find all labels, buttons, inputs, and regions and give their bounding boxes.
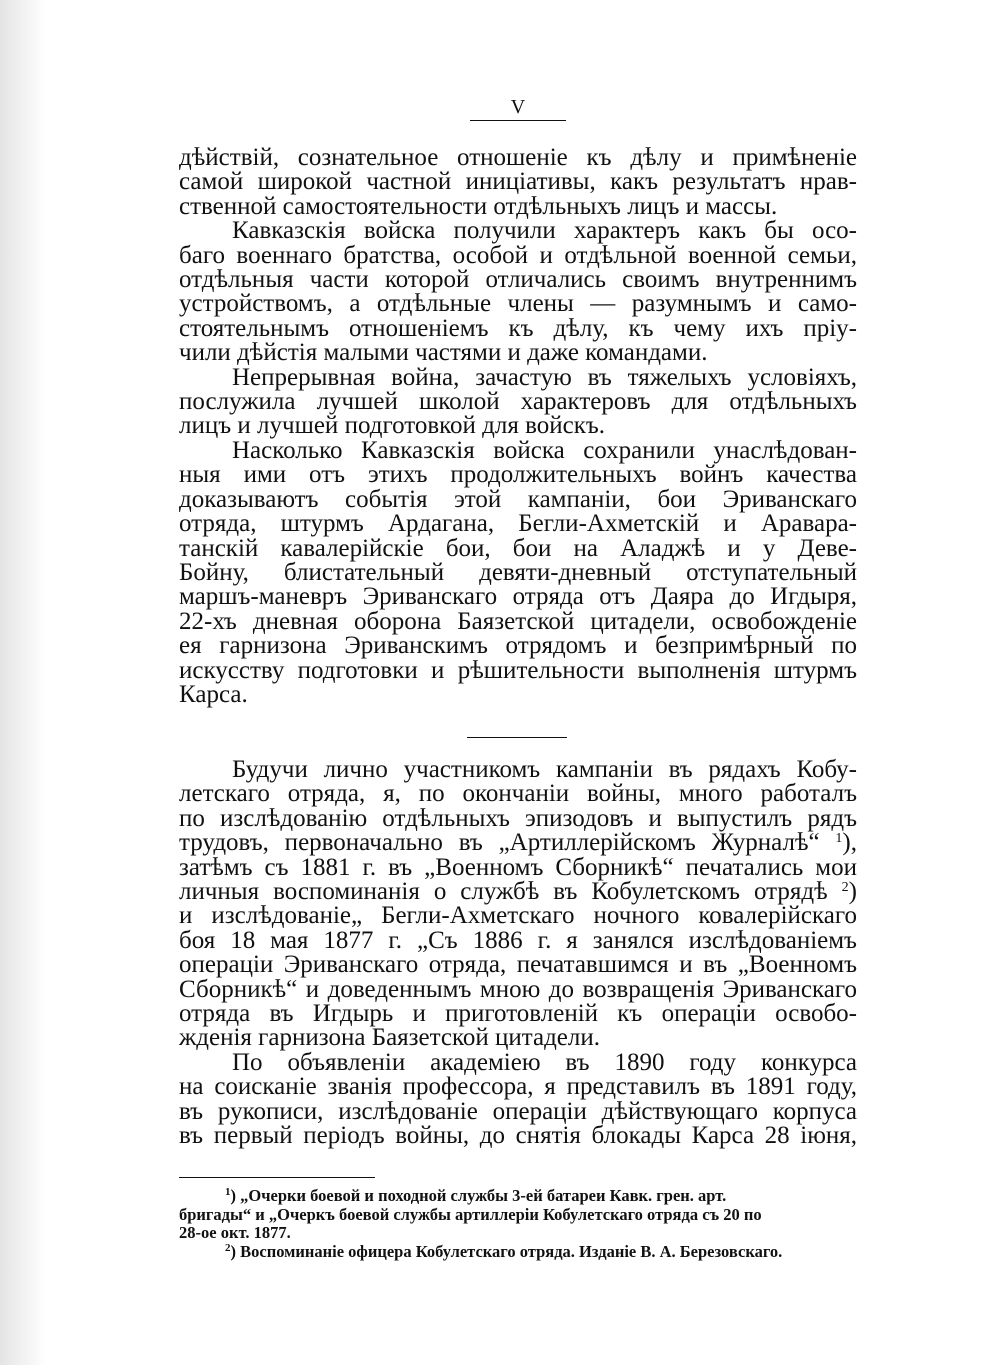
text-line: Непрерывная война, зачастую въ тяжелыхъ условіяхъ, — [232, 363, 857, 391]
text-line: доказываютъ событія этой кампаніи, бои Эриванскаго — [179, 485, 857, 513]
footnote-marker-2: 2 — [225, 1241, 231, 1254]
text-line: затѣмъ съ 1881 г. въ „Военномъ Сборникѣ“ печатались мои — [179, 853, 857, 881]
page-header — [470, 95, 566, 121]
paragraph-1 — [179, 146, 857, 219]
text-line: Карса. — [179, 680, 248, 708]
footnote-2-text: ) Воспоминаніе офицера Кобулетскаго отряда. Изданіе В. А. Березовскаго. — [230, 1241, 783, 1261]
main-text-block-1 — [179, 146, 857, 707]
header-rule — [470, 120, 566, 121]
text-line: отряда, штурмъ Ардагана, Бегли-Ахметскій и Аравара- — [179, 510, 857, 538]
line-text: трудовъ, первоначально въ „Артиллерійскомъ Журналѣ“ — [179, 829, 820, 857]
text-line: боя 18 мая 1877 г. „Съ 1886 г. я занялся изслѣдованіемъ — [179, 926, 857, 954]
footnotes — [179, 1187, 857, 1261]
text-line: чили дѣйстія малыми частями и даже командами. — [179, 339, 708, 367]
text-line: По объявленіи академіею въ 1890 году конкурса — [232, 1048, 857, 1076]
text-line: отдѣльныя части которой отличались своимъ внутреннимъ — [179, 266, 857, 294]
text-line: 22-хъ дневная оборона Баязетской цитадели, освобожденіе — [179, 607, 857, 635]
text-line: и изслѣдованіе„ Бегли-Ахметскаго ночного ковалерійскаго — [179, 902, 857, 930]
footnote-rule — [179, 1177, 375, 1178]
text-line: лицъ и лучшей подготовкой для войскъ. — [179, 412, 606, 440]
footnote-1-line-2: бригады“ и „Очеркъ боевой службы артиллеріи Кобулетскаго отряда съ 20 по — [179, 1204, 762, 1224]
text-line: летскаго отряда, я, по окончаніи войны, много работалъ — [179, 780, 857, 808]
line-text: личныя воспоминанія о службѣ въ Кобулетскомъ отрядѣ — [179, 878, 828, 906]
text-line: стоятельнымъ отношеніемъ къ дѣлу, къ чему ихъ пріу- — [179, 314, 857, 342]
text-line: танскій кавалерійскіе бои, бои на Аладжѣ и у Деве- — [179, 534, 857, 562]
text-line: Кавказскія войска получили характеръ какъ бы осо- — [232, 217, 857, 245]
line-tail: ), — [842, 829, 857, 857]
text-line: Будучи лично участникомъ кампаніи въ рядахъ Кобу- — [232, 756, 857, 783]
footnote-1-line-1: ) „Очерки боевой и походной службы 3-ей батареи Кавк. грен. арт. — [230, 1186, 727, 1205]
text-line: баго военнаго братства, особой и отдѣльной военной семьи, — [179, 241, 857, 269]
scan-left-edge-shadow — [0, 0, 46, 1365]
paragraph-5 — [179, 758, 857, 1051]
page-number: V — [510, 96, 526, 118]
line-tail: ) — [848, 878, 857, 906]
paragraph-6 — [179, 1048, 857, 1150]
section-separator-rule — [467, 737, 567, 738]
paragraph-4 — [179, 436, 857, 708]
text-line: устройствомъ, а отдѣльные члены — разумнымъ и само- — [179, 290, 857, 318]
text-line: Насколько Кавказскія войска сохранили унаслѣдован- — [232, 436, 857, 464]
footnote-ref-2: 2 — [841, 880, 849, 896]
text-line: Сборникѣ“ и доведеннымъ мною до возвращенія Эриванскаго — [179, 975, 857, 1003]
text-line: въ первый періодъ войны, до снятія блокады Карса 28 іюня, — [179, 1122, 857, 1150]
footnote-1-line-3: 28-ое окт. 1877. — [179, 1223, 291, 1242]
text-line — [179, 880, 857, 904]
text-line — [179, 831, 857, 855]
text-line: Бойну, блистательный девяти-дневный отступательный — [179, 558, 857, 586]
paragraph-3 — [179, 363, 857, 440]
text-line: на соисканіе званія профессора, я представилъ въ 1891 году, — [179, 1073, 857, 1101]
text-line: маршъ-маневръ Эриванскаго отряда отъ Даяра до Игдыря, — [179, 583, 857, 611]
paragraph-2 — [179, 219, 857, 365]
text-line: по изслѣдованію отдѣльныхъ эпизодовъ и выпустилъ рядъ — [179, 804, 857, 832]
footnote-1 — [179, 1187, 857, 1206]
footnote-2 — [179, 1243, 857, 1262]
main-text-block-2 — [179, 758, 857, 1149]
text-line: въ рукописи, изслѣдованіе операціи дѣйствующаго корпуса — [179, 1097, 857, 1125]
text-line: ныя ими отъ этихъ продолжительныхъ войнъ качества — [179, 461, 857, 489]
text-line: ея гарнизона Эриванскимъ отрядомъ и безпримѣрный по — [179, 632, 857, 660]
footnote-ref-1: 1 — [835, 831, 843, 847]
text-line: дѣйствій, сознательное отношеніе къ дѣлу и примѣненіе — [179, 144, 857, 171]
text-line: искусству подготовки и рѣшительности выполненія штурмъ — [179, 656, 857, 684]
text-line: операціи Эриванскаго отряда, печатавшимся и въ „Военномъ — [179, 951, 857, 979]
text-line: ственной самостоятельности отдѣльныхъ лицъ и массы. — [179, 192, 778, 220]
text-line: отряда въ Игдырь и приготовленій къ операціи освобо- — [179, 1000, 857, 1028]
text-line: жденія гарнизона Баязетской цитадели. — [179, 1024, 600, 1052]
text-line: послужила лучшей школой характеровъ для отдѣльныхъ — [179, 388, 857, 416]
text-line: самой широкой частной иниціативы, какъ результатъ нрав- — [179, 168, 857, 196]
footnote-marker-1: 1 — [225, 1186, 231, 1198]
